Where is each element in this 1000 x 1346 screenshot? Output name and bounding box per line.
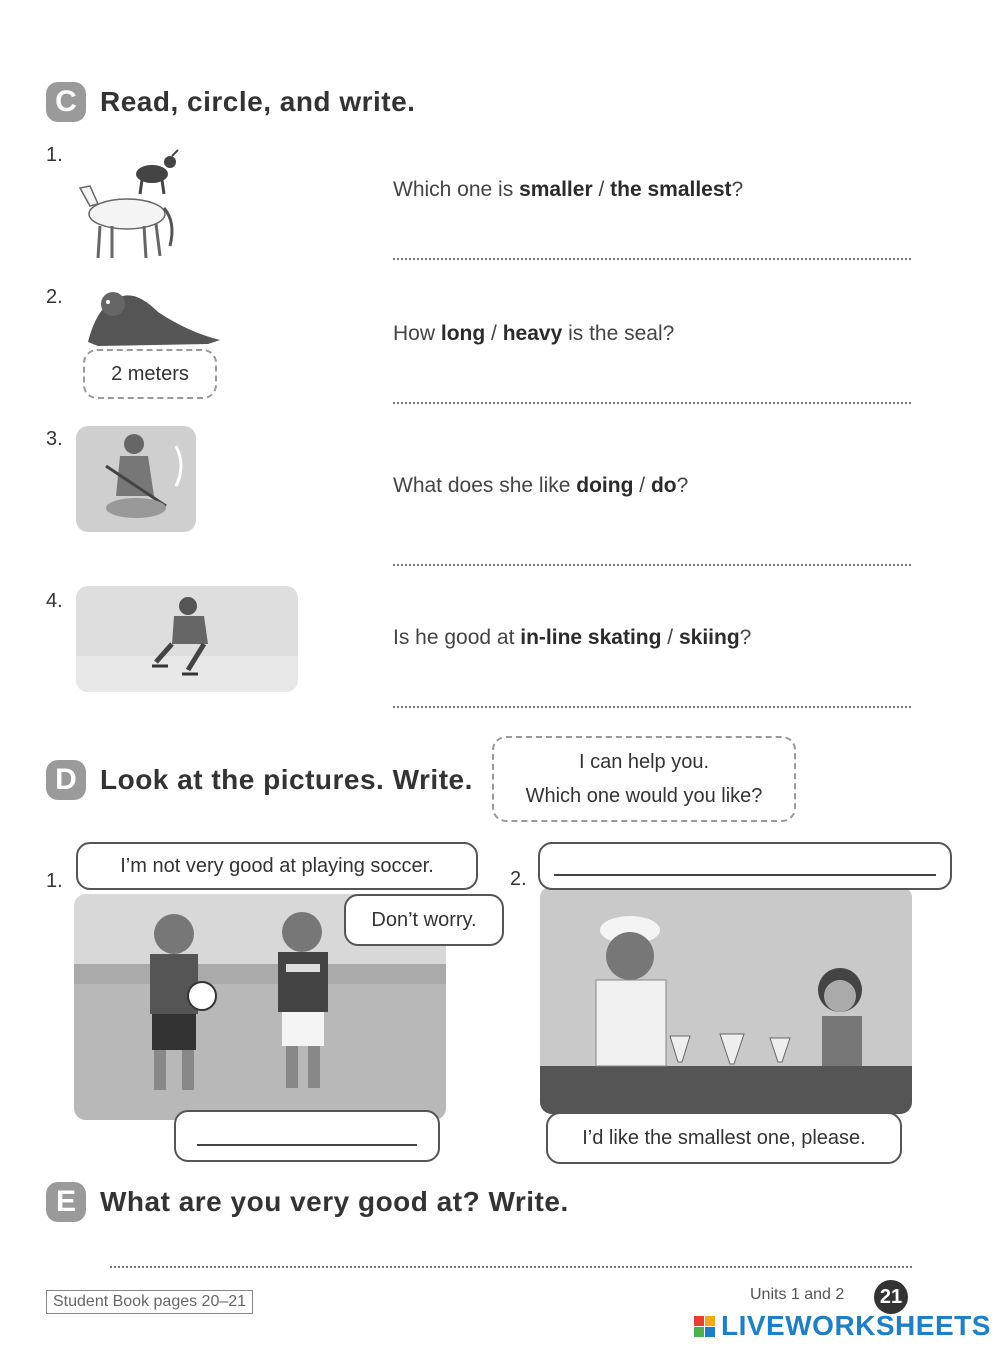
section-e-title: What are you very good at? Write. [100, 1186, 569, 1217]
picture-1-answer-bubble[interactable] [174, 1110, 440, 1162]
girl-rowing-picture [76, 426, 196, 532]
item-1-option-1[interactable]: smaller [519, 178, 593, 201]
section-e-answer-line[interactable] [110, 1266, 912, 1268]
item-3-option-1[interactable]: doing [576, 474, 634, 497]
item-3-question-post: ? [676, 474, 689, 497]
item-2-option-1[interactable]: long [440, 322, 486, 345]
picture-2-answer-line[interactable] [554, 874, 936, 876]
word-box-line-1: I can help you. [578, 751, 710, 773]
picture-1-bubble-1: I’m not very good at playing soccer. [76, 842, 478, 890]
item-2-question-pre: How [393, 322, 441, 345]
liveworksheets-icon [694, 1316, 715, 1337]
item-2-number: 2. [46, 286, 63, 308]
picture-1-bubble-2: Don’t worry. [344, 894, 504, 946]
item-3-answer-line[interactable] [393, 564, 911, 566]
section-d-title: Look at the pictures. Write. [100, 764, 473, 795]
item-4-option-2[interactable]: skiing [678, 626, 740, 649]
item-4-number: 4. [46, 590, 63, 612]
item-4-option-1[interactable]: in-line skating [520, 626, 662, 649]
item-4-question [393, 626, 751, 650]
item-1-number: 1. [46, 144, 63, 166]
picture-1-number: 1. [46, 870, 63, 892]
item-1-question [393, 178, 743, 202]
horse-goat-picture [72, 146, 182, 266]
item-3-separator: / [633, 474, 651, 497]
book-reference: Student Book pages 20–21 [46, 1290, 253, 1314]
section-c-badge: C [46, 82, 86, 122]
item-1-question-pre: Which one is [393, 178, 520, 201]
item-3-number: 3. [46, 428, 63, 450]
liveworksheets-logo [694, 1310, 991, 1342]
item-2-separator: / [485, 322, 503, 345]
page-number: 21 [874, 1280, 908, 1314]
item-4-question-pre: Is he good at [393, 626, 521, 649]
item-3-question-pre: What does she like [393, 474, 577, 497]
picture-2-answer-bubble[interactable] [538, 842, 952, 890]
item-4-answer-line[interactable] [393, 706, 911, 708]
item-4-separator: / [661, 626, 679, 649]
item-1-question-post: ? [731, 178, 744, 201]
picture-2-bubble-bottom: I’d like the smallest one, please. [546, 1112, 902, 1164]
item-2-answer-line[interactable] [393, 402, 911, 404]
section-d-badge: D [46, 760, 86, 800]
boy-skating-picture [76, 586, 298, 692]
item-1-answer-line[interactable] [393, 258, 911, 260]
word-box [492, 736, 796, 822]
item-1-option-2[interactable]: the smallest [610, 178, 732, 201]
word-box-line-2: Which one would you like? [525, 785, 763, 807]
picture-2-number: 2. [510, 868, 527, 890]
item-2-option-2[interactable]: heavy [502, 322, 563, 345]
item-2-question [393, 322, 674, 346]
item-3-question [393, 474, 688, 498]
liveworksheets-brand: LIVEWORKSHEETS [721, 1310, 991, 1341]
section-c-title: Read, circle, and write. [100, 86, 416, 117]
item-4-question-post: ? [739, 626, 752, 649]
picture-1-answer-line[interactable] [197, 1144, 417, 1146]
item-3-option-2[interactable]: do [650, 474, 677, 497]
seal-picture [78, 282, 228, 352]
seal-length-label: 2 meters [83, 349, 217, 399]
section-e-badge: E [46, 1182, 86, 1222]
units-label: Units 1 and 2 [750, 1286, 845, 1303]
item-2-question-post: is the seal? [562, 322, 675, 345]
ice-cream-shop-picture [540, 886, 912, 1114]
item-1-separator: / [592, 178, 611, 201]
